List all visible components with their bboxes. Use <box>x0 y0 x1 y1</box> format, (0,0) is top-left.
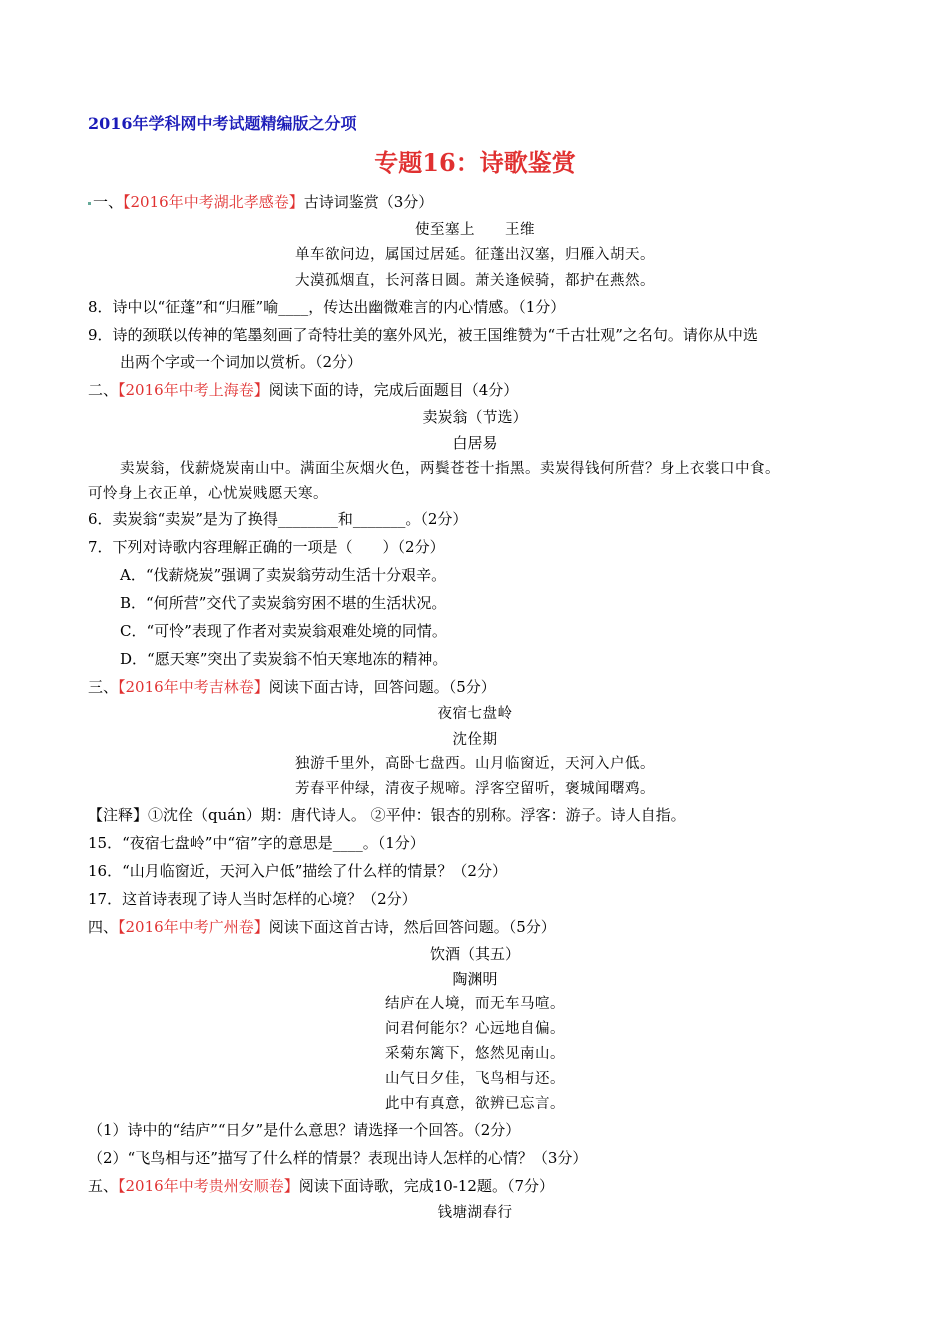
source-tag: 【2016年中考广州卷】 <box>118 918 269 936</box>
poem-title: 饮酒（其五） <box>429 945 520 963</box>
anchor-mark-icon <box>88 202 91 205</box>
question: 出两个字或一个词加以赏析。（2分） <box>120 353 363 371</box>
poem-line: 大漠孤烟直，长河落日圆。萧关逢候骑，都护在燕然。 <box>295 273 655 289</box>
question: 7．下列对诗歌内容理解正确的一项是（ ）（2分） <box>88 538 445 556</box>
poem-line: 问君何能尔？心远地自偏。 <box>385 1021 565 1037</box>
poem-line: 卖炭翁，伐薪烧炭南山中。满面尘灰烟火色，两鬓苍苍十指黑。卖炭得钱何所营？身上衣裳口中食。 <box>120 461 780 477</box>
question: 6．卖炭翁“卖炭”是为了换得________和_______。（2分） <box>88 510 468 528</box>
question: 8．诗中以“征蓬”和“归雁”喻____，传达出幽微难言的内心情感。（1分） <box>88 298 566 316</box>
poem-line: 独游千里外，高卧七盘西。山月临窗近，天河入户低。 <box>295 756 655 772</box>
annotation: 【注释】①沈佺（quán）期：唐代诗人。 ②平仲：银杏的别称。浮客：游子。诗人自指。 <box>88 806 686 824</box>
answer-option: B．“何所营”交代了卖炭翁穷困不堪的生活状况。 <box>120 594 447 612</box>
source-tag: 【2016年中考贵州安顺卷】 <box>118 1177 299 1195</box>
poem-line: 可怜身上衣正单，心忧炭贱愿天寒。 <box>88 486 328 502</box>
poem-line: 此中有真意，欲辨已忘言。 <box>385 1096 565 1112</box>
question: （1）诗中的“结庐”“日夕”是什么意思？请选择一个回答。（2分） <box>88 1121 521 1139</box>
poem-author: 陶渊明 <box>452 970 498 988</box>
section-heading: 四、【2016年中考广州卷】阅读下面这首古诗，然后回答问题。（5分） <box>88 918 556 936</box>
source-tag: 【2016年中考上海卷】 <box>118 381 269 399</box>
question: 15．“夜宿七盘岭”中“宿”字的意思是____。（1分） <box>88 834 425 852</box>
source-tag: 【2016年中考湖北孝感卷】 <box>123 193 304 211</box>
section-heading: 五、【2016年中考贵州安顺卷】阅读下面诗歌，完成10-12题。（7分） <box>88 1177 554 1195</box>
poem-title: 卖炭翁（节选） <box>422 408 528 426</box>
question: 17．这首诗表现了诗人当时怎样的心境？（2分） <box>88 890 417 908</box>
question: 16．“山月临窗近，天河入户低”描绘了什么样的情景？（2分） <box>88 862 507 880</box>
poem-title: 使至塞上 王维 <box>415 222 535 238</box>
poem-line: 结庐在人境，而无车马喧。 <box>385 996 565 1012</box>
answer-option: D．“愿天寒”突出了卖炭翁不怕天寒地冻的精神。 <box>120 650 448 668</box>
poem-line: 山气日夕佳，飞鸟相与还。 <box>385 1071 565 1087</box>
question: 9．诗的颈联以传神的笔墨刻画了奇特壮美的塞外风光，被王国维赞为“千古壮观”之名句。请你从中选 <box>88 326 758 344</box>
poem-author: 白居易 <box>452 434 498 452</box>
topic-title: 专题16：诗歌鉴赏 <box>374 148 576 177</box>
series-title: 2016年学科网中考试题精编版之分项 <box>88 114 357 133</box>
poem-line: 采菊东篱下，悠然见南山。 <box>385 1046 565 1062</box>
poem-author: 沈佺期 <box>452 732 498 748</box>
question: （2）“飞鸟相与还”描写了什么样的情景？表现出诗人怎样的心情？（3分） <box>88 1149 588 1167</box>
section-heading: 二、【2016年中考上海卷】阅读下面的诗，完成后面题目（4分） <box>88 381 519 399</box>
poem-title: 夜宿七盘岭 <box>437 706 513 722</box>
source-tag: 【2016年中考吉林卷】 <box>118 678 269 696</box>
answer-option: C．“可怜”表现了作者对卖炭翁艰难处境的同情。 <box>120 622 447 640</box>
section-heading: 一、【2016年中考湖北孝感卷】古诗词鉴赏（3分） <box>88 192 433 212</box>
answer-option: A．“伐薪烧炭”强调了卖炭翁劳动生活十分艰辛。 <box>120 566 447 584</box>
poem-title: 钱塘湖春行 <box>437 1205 513 1221</box>
poem-line: 芳春平仲绿，清夜子规啼。浮客空留听，褒城闻曙鸡。 <box>295 781 655 797</box>
section-heading: 三、【2016年中考吉林卷】阅读下面古诗，回答问题。（5分） <box>88 678 496 696</box>
poem-line: 单车欲问边，属国过居延。征蓬出汉塞，归雁入胡天。 <box>295 247 655 263</box>
